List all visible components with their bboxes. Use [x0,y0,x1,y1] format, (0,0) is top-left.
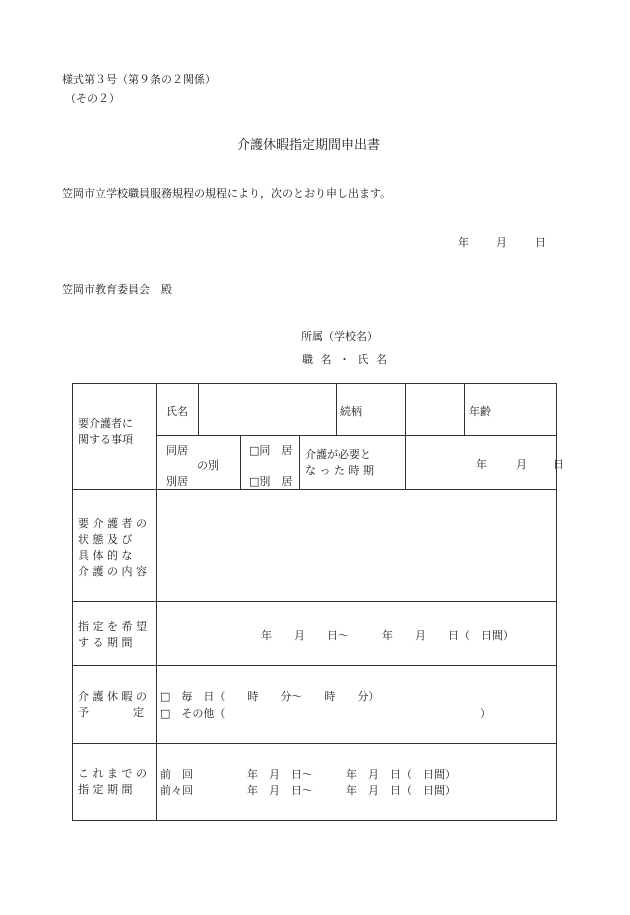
section2-label-line3: 具 体 的 な [78,549,133,562]
section3-label-cell [73,602,157,666]
desired-period-cell[interactable] [157,602,557,666]
before-previous-period: 年 月 日〜 年 月 日（ 日間） [247,784,456,797]
date-day: 日 [535,236,546,249]
previous-periods-cell[interactable] [157,744,557,821]
section2-label-line4: 介 護 の 内 容 [78,565,147,578]
section2-label-line2: 状 態 及 び [78,533,133,546]
section1-label-line1: 要介護者に [78,417,133,430]
affiliation-label: 所属（学校名） [301,330,378,343]
cohabit-options-cell[interactable] [241,436,300,490]
need-care-date-cell[interactable] [406,436,565,490]
previous-period: 年 月 日〜 年 月 日（ 日間） [247,768,456,781]
section1-label-cell [73,384,157,490]
name-input-cell[interactable] [199,384,337,436]
date-year: 年 [458,236,469,249]
section5-label-line2: 指 定 期 間 [78,783,133,796]
need-care-line2: な っ た 時 期 [305,464,374,477]
schedule-option-other-close: ） [480,707,491,720]
need-care-day: 日 [553,458,565,471]
previous-label: 前 回 [160,768,193,781]
application-table [72,383,565,821]
cohabit-line1: 同居 [166,444,188,457]
need-care-year: 年 [476,458,488,471]
option-separate-residence[interactable]: □別 居 [249,475,293,488]
cohabit-line3: 別居 [166,475,188,488]
care-content-input-cell[interactable] [157,490,557,602]
cohabit-label-cell [157,436,241,490]
schedule-option-other[interactable]: □ その他（ [160,707,226,720]
form-sub-number: （その２） [65,92,120,105]
section4-label-cell [73,666,157,744]
section5-label-cell [73,744,157,821]
section2-label-cell [73,490,157,602]
relation-label: 続柄 [340,405,363,418]
age-cell[interactable] [465,384,557,436]
document-title: 介護休暇指定期間申出書 [237,138,381,153]
section2-label-line1: 要 介 護 者 の [78,517,147,530]
need-care-label-cell [300,436,406,490]
form-number: 様式第３号（第９条の２関係） [62,73,216,86]
name-label-cell [157,384,199,436]
name-title-label: 職 名 ・ 氏 名 [302,353,389,366]
addressee: 笠岡市教育委員会 殿 [62,283,172,296]
age-label: 年齢 [469,405,492,418]
name-label: 氏名 [166,405,188,418]
intro-text: 笠岡市立学校職員服務規程の規程により，次のとおり申し出ます。 [62,187,392,200]
section1-label-line2: 関する事項 [78,433,133,446]
schedule-option-daily[interactable]: □ 毎 日（ 時 分〜 時 分） [160,690,380,703]
need-care-line1: 介護が必要と [305,448,371,461]
option-same-residence[interactable]: □同 居 [249,444,293,457]
section4-label-line2: 予 定 [78,706,144,719]
section3-label-line2: す る 期 間 [78,636,133,649]
section5-label-line1: こ れ ま で の [78,767,147,780]
need-care-month: 月 [516,458,528,471]
date-month: 月 [496,236,507,249]
relation-input-cell[interactable] [406,384,465,436]
section3-label-line1: 指 定 を 希 望 [78,620,147,633]
cohabit-line2: の別 [197,459,219,472]
section4-label-line1: 介 護 休 暇 の [78,690,147,703]
relation-label-cell [337,384,406,436]
leave-schedule-cell[interactable] [157,666,557,744]
before-previous-label: 前々回 [160,784,193,797]
desired-period: 年 月 日〜 年 月 日（ 日間） [261,629,514,642]
